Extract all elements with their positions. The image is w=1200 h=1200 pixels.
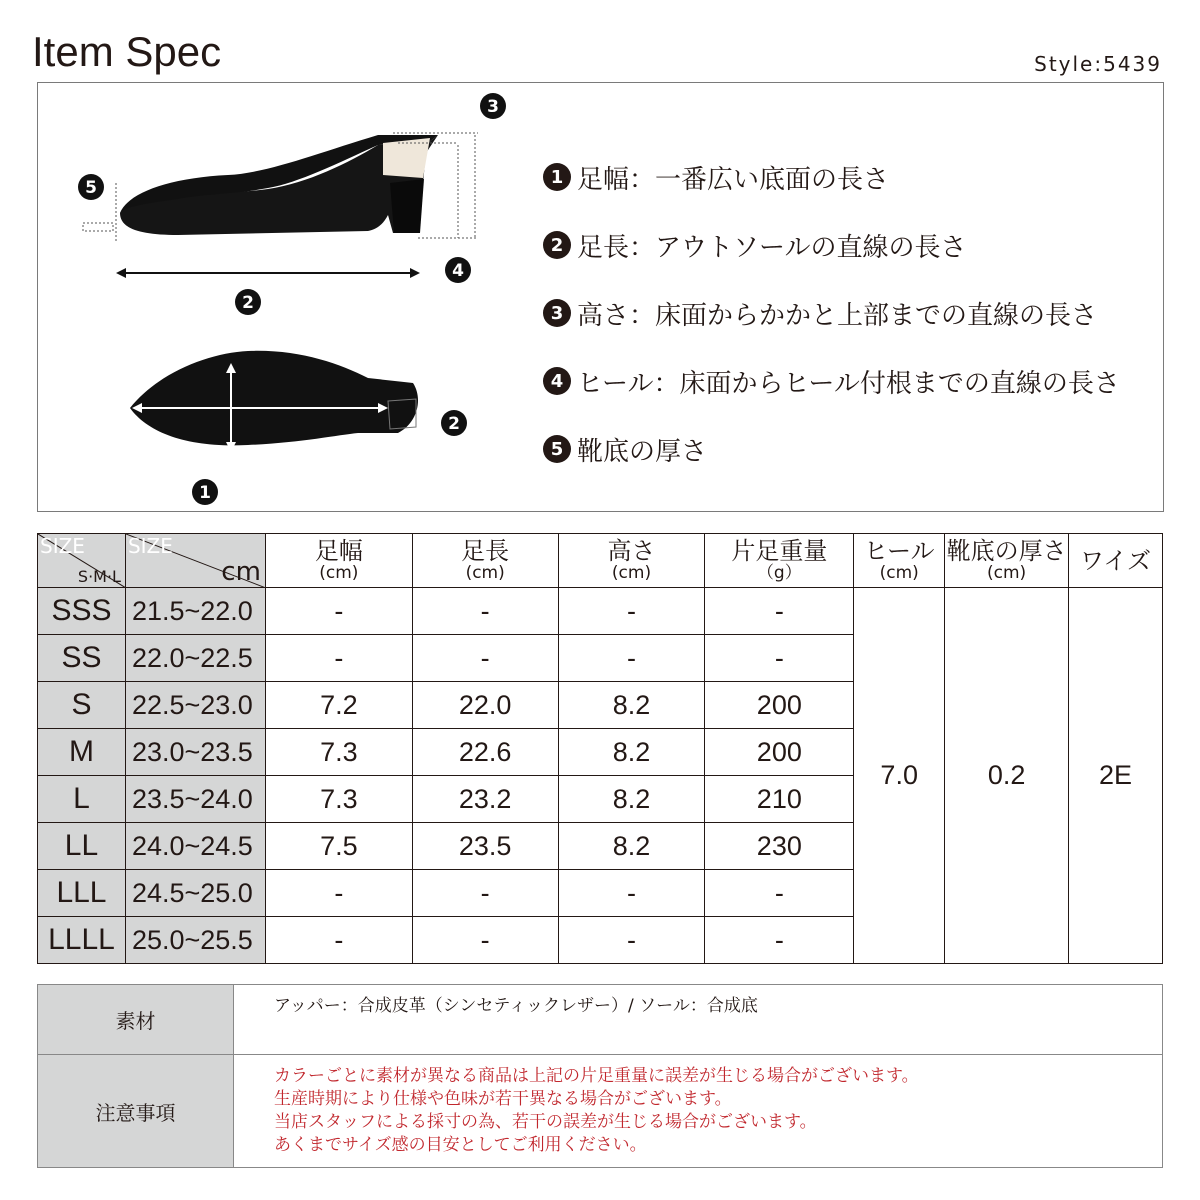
- svg-text:2: 2: [448, 414, 460, 434]
- legend-text: 靴底の厚さ: [577, 436, 708, 467]
- cell-cm: 25.0~25.5: [125, 917, 265, 964]
- legend-item: [543, 347, 1120, 415]
- cell-size: L: [38, 776, 126, 823]
- cell-size: M: [38, 729, 126, 776]
- legend-item: [543, 143, 1120, 211]
- cell-sole: 0.2: [945, 588, 1069, 964]
- cell-length: 23.2: [412, 776, 558, 823]
- cell-length: 22.0: [412, 682, 558, 729]
- badge-1: [192, 479, 218, 505]
- cell-length: -: [412, 917, 558, 964]
- header-cm-label: cm: [221, 557, 261, 587]
- header-sole: [945, 534, 1069, 588]
- material-text: アッパー：合成皮革（シンセティックレザー）/ ソール：合成底: [234, 985, 1163, 1055]
- header-unit: (cm): [987, 563, 1027, 583]
- legend-item: [543, 415, 1120, 483]
- caution-line: あくまでサイズ感の目安としてご利用ください。: [274, 1135, 647, 1155]
- cell-cm: 22.5~23.0: [125, 682, 265, 729]
- cell-width: -: [265, 917, 412, 964]
- cell-weight: 230: [705, 823, 854, 870]
- cell-length: 23.5: [412, 823, 558, 870]
- style-number: Style:5439: [1034, 52, 1162, 76]
- shoe-side-view: [120, 135, 438, 235]
- cell-width: 7.3: [265, 729, 412, 776]
- material-row: [38, 985, 1163, 1055]
- cell-cm: 24.5~25.0: [125, 870, 265, 917]
- cell-cm: 24.0~24.5: [125, 823, 265, 870]
- shoe-sole-view: [130, 351, 418, 446]
- page-title: Item Spec: [32, 28, 222, 75]
- cell-weight: -: [705, 635, 854, 682]
- svg-text:1: 1: [199, 483, 211, 503]
- cell-size: LLLL: [38, 917, 126, 964]
- legend-number: 4: [543, 367, 571, 395]
- svg-text:5: 5: [85, 178, 97, 198]
- cell-height: 8.2: [558, 682, 705, 729]
- cell-width: 7.5: [265, 823, 412, 870]
- badge-5: [78, 174, 104, 200]
- cell-height: -: [558, 635, 705, 682]
- cell-weight: -: [705, 588, 854, 635]
- cell-weight: 200: [705, 729, 854, 776]
- cell-height: 8.2: [558, 776, 705, 823]
- cell-weight: 200: [705, 682, 854, 729]
- cell-width: 7.2: [265, 682, 412, 729]
- header-unit: (cm): [319, 563, 359, 583]
- header-unit: (cm): [465, 563, 505, 583]
- cell-cm: 23.0~23.5: [125, 729, 265, 776]
- cell-height: -: [558, 917, 705, 964]
- header-size-sml: [38, 534, 126, 588]
- spec-diagram-box: [37, 82, 1164, 512]
- legend-number: 2: [543, 231, 571, 259]
- cell-height: -: [558, 870, 705, 917]
- header-unit: (cm): [611, 563, 652, 583]
- cell-weight: 210: [705, 776, 854, 823]
- cell-size: LLL: [38, 870, 126, 917]
- header-label: 足幅: [314, 537, 363, 565]
- cell-length: -: [412, 635, 558, 682]
- measurement-legend: [543, 143, 1120, 483]
- cell-width: -: [265, 870, 412, 917]
- badge-3: [480, 93, 506, 119]
- cell-width: -: [265, 635, 412, 682]
- notes-table: [37, 984, 1163, 1168]
- cell-size: LL: [38, 823, 126, 870]
- cell-cm: 21.5~22.0: [125, 588, 265, 635]
- badge-2-side: [235, 289, 261, 315]
- table-row: [38, 588, 1163, 635]
- cell-height: 8.2: [558, 823, 705, 870]
- header-label: 足長: [461, 537, 510, 565]
- caution-row: [38, 1055, 1163, 1168]
- header-unit: (cm): [879, 563, 919, 583]
- header-label: ワイズ: [1079, 546, 1152, 575]
- cell-length: 22.6: [412, 729, 558, 776]
- svg-text:2: 2: [242, 293, 254, 313]
- legend-number: 5: [543, 435, 571, 463]
- cell-wise: 2E: [1069, 588, 1163, 964]
- cell-height: 8.2: [558, 729, 705, 776]
- legend-item: [543, 279, 1120, 347]
- header-height: [558, 534, 705, 588]
- cell-width: 7.3: [265, 776, 412, 823]
- legend-text: 高さ：床面からかかと上部までの直線の長さ: [577, 300, 1098, 331]
- shoe-diagram: [38, 83, 538, 513]
- cell-heel: 7.0: [854, 588, 945, 964]
- header-label: ヒール: [863, 537, 935, 565]
- legend-number: 3: [543, 299, 571, 327]
- header-size-cm: [125, 534, 265, 588]
- material-label: 素材: [38, 985, 234, 1055]
- cell-length: -: [412, 588, 558, 635]
- cell-width: -: [265, 588, 412, 635]
- badge-4: [445, 257, 471, 283]
- header-width: [265, 534, 412, 588]
- header-length: [412, 534, 558, 588]
- size-table-header: [38, 534, 1163, 588]
- badge-2-sole: [441, 410, 467, 436]
- header-size-label: SIZE: [127, 534, 173, 558]
- legend-text: ヒール：床面からヒール付根までの直線の長さ: [577, 368, 1120, 399]
- header-heel: [854, 534, 945, 588]
- header-sml-label: S·M·L: [77, 567, 121, 586]
- caution-line: 生産時期により仕様や色味が若干異なる場合がございます。: [274, 1089, 732, 1109]
- cell-cm: 22.0~22.5: [125, 635, 265, 682]
- header-label: 片足重量: [731, 537, 828, 565]
- legend-text: 足長：アウトソールの直線の長さ: [577, 232, 967, 263]
- caution-line: カラーごとに素材が異なる商品は上記の片足重量に誤差が生じる場合がございます。: [274, 1066, 919, 1086]
- svg-text:3: 3: [487, 97, 499, 117]
- caution-label: 注意事項: [38, 1055, 234, 1168]
- legend-number: 1: [543, 163, 571, 191]
- cell-length: -: [412, 870, 558, 917]
- cell-size: SS: [38, 635, 126, 682]
- cell-height: -: [558, 588, 705, 635]
- caution-line: 当店スタッフによる採寸の為、若干の誤差が生じる場合がございます。: [274, 1112, 817, 1132]
- legend-text: 足幅：一番広い底面の長さ: [577, 164, 890, 195]
- svg-text:4: 4: [452, 261, 464, 281]
- size-table: [37, 533, 1163, 964]
- header-label: 靴底の厚さ: [946, 537, 1067, 565]
- cell-weight: -: [705, 870, 854, 917]
- cell-weight: -: [705, 917, 854, 964]
- legend-item: [543, 211, 1120, 279]
- header-unit: （g）: [756, 563, 802, 583]
- header-size-label: SIZE: [40, 534, 85, 558]
- cell-size: SSS: [38, 588, 126, 635]
- header-weight: [705, 534, 854, 588]
- header-wise: [1069, 534, 1163, 588]
- header-label: 高さ: [607, 537, 656, 565]
- caution-text: [234, 1055, 1163, 1168]
- cell-cm: 23.5~24.0: [125, 776, 265, 823]
- cell-size: S: [38, 682, 126, 729]
